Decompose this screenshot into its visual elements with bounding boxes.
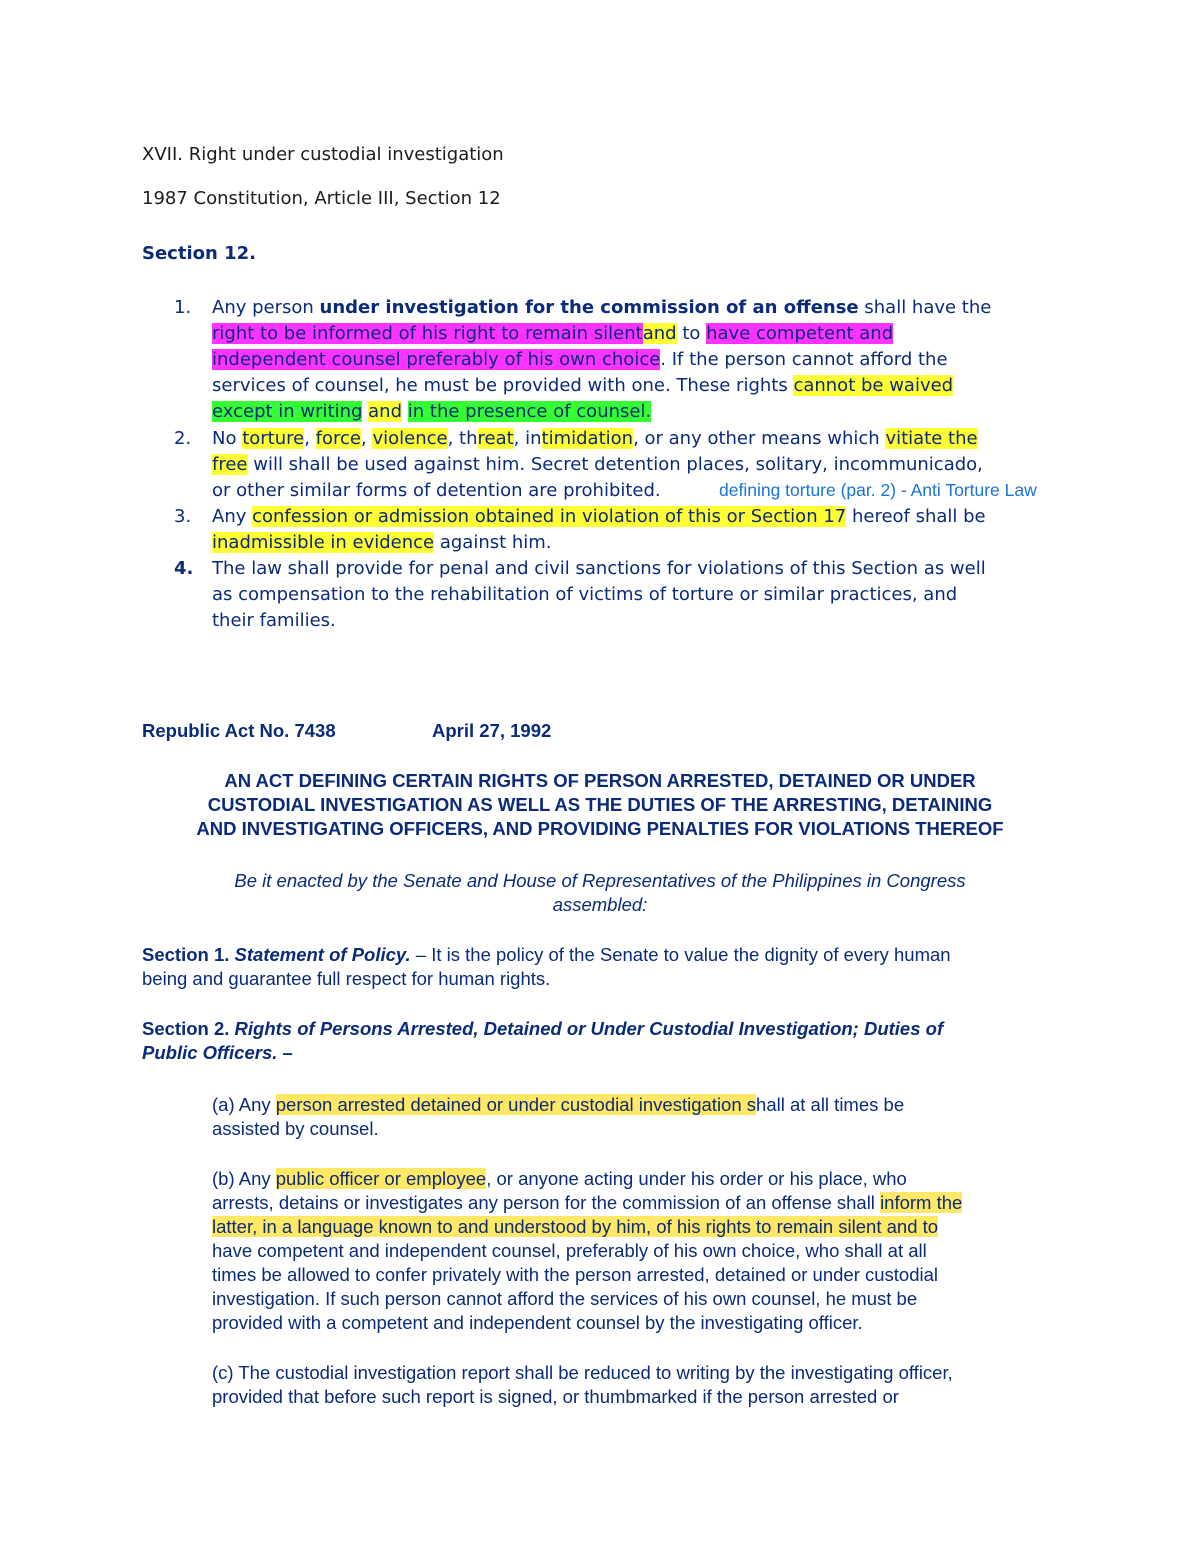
ra-section-1-line-1: Section 1. Statement of Policy. – It is the policy of the Senate to value the dignity of every human — [142, 944, 951, 965]
item-3-line-1: Any confession or admission obtained in violation of this or Section 17 hereof shall be — [212, 506, 986, 527]
clause-c-line-2: provided that before such report is signed, or thumbmarked if the person arrested or — [212, 1386, 899, 1407]
item-1-line-4: services of counsel, he must be provided with one. These rights cannot be waived — [212, 375, 954, 396]
item-1-line-5: except in writing and in the presence of counsel. — [212, 401, 652, 422]
source-heading: 1987 Constitution, Article III, Section 12 — [142, 188, 501, 209]
clause-b-line-4: have competent and independent counsel, preferably of his own choice, who shall at all — [212, 1240, 927, 1261]
ra-number: Republic Act No. 7438 — [142, 720, 336, 741]
clause-a-line-2: assisted by counsel. — [212, 1118, 379, 1139]
clause-a-line-1: (a) Any person arrested detained or under custodial investigation shall at all times be — [212, 1094, 905, 1115]
clause-b-line-6: investigation. If such person cannot afford the services of his own counsel, he must be — [212, 1288, 918, 1309]
item-2-line-1: No torture, force, violence, threat, intimidation, or any other means which vitiate the — [212, 428, 978, 449]
item-3-line-2: inadmissible in evidence against him. — [212, 532, 552, 553]
clause-b-line-2: arrests, detains or investigates any person for the commission of an offense shall inform the — [212, 1192, 963, 1213]
ra-section-1-line-2: being and guarantee full respect for human rights. — [142, 968, 551, 989]
anti-torture-law-link[interactable]: defining torture (par. 2) - Anti Torture Law — [719, 480, 1037, 500]
item-4-line-3: their families. — [212, 610, 336, 631]
item-1-line-1: Any person under investigation for the commission of an offense shall have the — [212, 297, 992, 318]
item-2-line-2: free will shall be used against him. Secret detention places, solitary, incommunicado, — [212, 454, 983, 475]
section-12-heading: Section 12. — [142, 243, 256, 264]
clause-b-line-5: times be allowed to confer privately with the person arrested, detained or under custodial — [212, 1264, 939, 1285]
ra-title-line-2: CUSTODIAL INVESTIGATION AS WELL AS THE DUTIES OF THE ARRESTING, DETAINING — [207, 794, 993, 815]
ra-section-2-line-1: Section 2. Rights of Persons Arrested, Detained or Under Custodial Investigation; Duties of — [142, 1018, 944, 1039]
item-4-line-2: as compensation to the rehabilitation of victims of torture or similar practices, and — [212, 584, 958, 605]
enacting-clause-line-2: assembled: — [552, 894, 648, 915]
list-number-4: 4. — [174, 558, 194, 579]
topic-heading: XVII. Right under custodial investigation — [142, 144, 504, 165]
item-2-line-3: or other similar forms of detention are prohibited. — [212, 480, 661, 501]
enacting-clause-line-1: Be it enacted by the Senate and House of Representatives of the Philippines in Congress — [234, 870, 966, 891]
ra-date: April 27, 1992 — [432, 720, 552, 741]
clause-b-line-1: (b) Any public officer or employee, or anyone acting under his order or his place, who — [212, 1168, 907, 1189]
ra-section-2-line-2: Public Officers. – — [142, 1042, 293, 1063]
clause-b-line-3: latter, in a language known to and understood by him, of his rights to remain silent and to — [212, 1216, 939, 1237]
ra-title-line-3: AND INVESTIGATING OFFICERS, AND PROVIDING PENALTIES FOR VIOLATIONS THEREOF — [196, 818, 1004, 839]
item-4-line-1: The law shall provide for penal and civil sanctions for violations of this Section as well — [212, 558, 986, 579]
ra-title-line-1: AN ACT DEFINING CERTAIN RIGHTS OF PERSON ARRESTED, DETAINED OR UNDER — [224, 770, 976, 791]
item-1-line-3: independent counsel preferably of his own choice. If the person cannot afford the — [212, 349, 948, 370]
list-number-1: 1. — [174, 297, 192, 318]
list-number-2: 2. — [174, 428, 192, 449]
list-number-3: 3. — [174, 506, 192, 527]
clause-b-line-7: provided with a competent and independent counsel by the investigating officer. — [212, 1312, 863, 1333]
clause-c-line-1: (c) The custodial investigation report shall be reduced to writing by the investigating officer, — [212, 1362, 953, 1383]
item-1-line-2: right to be informed of his right to remain silentand to have competent and — [212, 323, 894, 344]
